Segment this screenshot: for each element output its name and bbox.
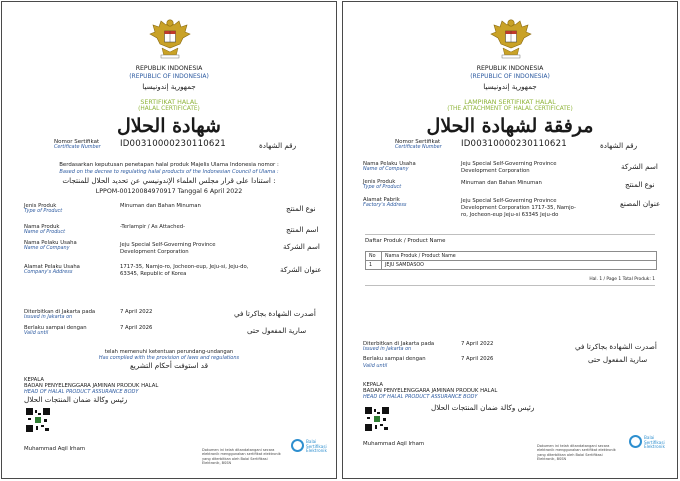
field-label-ar: عنوان المصنع [620,199,661,208]
valid-date: 7 April 2026 [120,325,153,331]
certificate-title: SERTIFIKAT HALAL [140,99,198,106]
cert-number-label: Nomor Sertifikat Certificate Number [395,139,442,151]
issued-date: 7 April 2022 [120,309,153,315]
cert-number-label: Nomor Sertifikat Certificate Number [54,139,101,151]
republic-title: REPUBLIK INDONESIA [476,65,544,72]
qr-code-icon [365,407,389,431]
field-label: Alamat Pelaku Usaha Company's Address [24,264,80,276]
product-list-title: Daftar Produk / Product Name [365,238,446,244]
table-row [366,261,657,270]
field-label: Jenis Produk Type of Product [24,203,63,215]
issued-label-ar: أصدرت الشهادة بجاكرتا في [234,309,316,318]
field-value: Minuman dan Bahan Minuman [461,180,542,186]
attachment-title-en: (THE ATTACHMENT OF HALAL CERTIFICATE) [447,106,573,112]
valid-label: Berlaku sampai dengan Valid until [24,325,87,337]
republic-title-en: (REPUBLIC OF INDONESIA) [129,73,209,80]
certificate-title-en: (HALAL CERTIFICATE) [138,106,200,112]
field-value: -Terlampir / As Attached- [120,224,186,230]
column-header: No [366,252,382,261]
republic-title-en: (REPUBLIC OF INDONESIA) [470,73,550,80]
agency-name-en: HEAD OF HALAL PRODUCT ASSURANCE BODY [24,389,139,395]
table-header-row [366,252,657,261]
cert-number-value: ID00310000230110621 [461,139,567,149]
attachment-title: LAMPIRAN SERTIFIKAT HALAL [464,99,556,106]
field-label: Nama Pelaku Usaha Name of Company [363,161,416,173]
halal-certificate-page [1,1,337,479]
field-label-ar: نوع المنتج [625,180,655,189]
valid-date: 7 April 2026 [461,356,494,362]
issued-label: Diterbitkan di Jakarta pada Issued in Jakarta on [24,309,96,321]
decree-number: LPPOM-00120084970917 Tanggal 6 April 2022 [95,188,243,195]
qr-code-icon [26,408,50,432]
valid-label-en: Valid until [363,363,388,369]
agency-name-en: HEAD OF HALAL PRODUCT ASSURANCE BODY [363,394,478,400]
e-signature-note: Dokumen ini telah ditandatangani secara elektronik menggunakan sertifikat elektronik yang diterbitkan oleh Balai Sertifikasi Elektronik, BSSN [202,448,281,466]
republic-title-ar: جمهورية إندونيسيا [142,82,196,91]
cert-number-value: ID00310000230110621 [120,139,226,149]
bsre-logo-icon [629,435,642,448]
bsre-logo-icon [291,439,304,452]
decree-text-en: Based on the decree to regulating halal products of the Indonesian Council of Ulama : [59,169,279,175]
field-value: Jeju Special Self-Governing Province Development Corporation 1717-35, Namjo-ro, Jocheon-eup Jeju-si 63345 Jeju-do [461,198,576,218]
product-table [365,251,657,270]
field-label: Nama Pelaku Usaha Name of Company [24,240,77,252]
agency-name-ar: رئيس وكالة ضمان المنتجات الحلال [24,395,128,404]
field-label-ar: عنوان الشركة [280,265,322,274]
bsre-logo-text: Balai Sertifikasi Elektronik [644,435,665,450]
attachment-title-ar: مرفقة لشهادة الحلال [426,115,594,137]
valid-label: Berlaku sampai dengan [363,356,426,362]
republic-title-ar: جمهورية إندونيسيا [483,82,537,91]
field-label: Jenis Produk Type of Product [363,179,402,191]
valid-label-ar: سارية المفعول حتى [247,326,307,335]
cert-number-label-ar: رقم الشهادة [259,141,297,150]
agency-kepala: KEPALA [363,382,383,388]
compliance-text-ar: قد استوفت أحكام التشريع [129,361,209,370]
issued-date: 7 April 2022 [461,341,494,347]
field-label: Alamat Pabrik Factory's Address [363,197,407,209]
cert-number-label-ar: رقم الشهادة [600,141,638,150]
compliance-text-en: Has complied with the provision of laws and regulations [98,355,240,361]
compliance-text: telah memenuhi ketentuan perundang-undangan [104,349,234,355]
decree-text: Berdasarkan keputusan penetapan halal produk Majelis Ulama Indonesia nomor : [59,162,279,168]
section-divider [365,234,655,235]
field-label: Nama Produk Name of Product [24,224,66,236]
field-label-ar: نوع المنتج [286,204,316,213]
issued-label: Diterbitkan di Jakarta pada Issued in Jakarta on [363,341,435,353]
section-divider [365,285,655,286]
bsre-logo-text: Balai Sertifikasi Elektronik [306,439,327,454]
page-info: Hal. 1 / Page 1 Total Produk: 1 [589,277,655,282]
republic-title: REPUBLIK INDONESIA [135,65,203,72]
table-cell: JEJU SAMDASOO [382,261,657,270]
agency-name: BADAN PENYELENGGARA JAMINAN PRODUK HALAL [363,388,498,394]
field-value: Minuman dan Bahan Minuman [120,203,201,209]
field-label-ar: اسم المنتج [286,225,319,234]
table-cell: 1 [366,261,382,270]
column-header: Nama Produk / Product Name [382,252,657,261]
certificate-title-ar: شهادة الحلال [117,115,221,137]
issued-label-ar: أصدرت الشهادة بجاكرتا في [575,342,657,351]
e-signature-note: Dokumen ini telah ditandatangani secara elektronik menggunakan sertifikat elektronik yang diterbitkan oleh Balai Sertifikasi Elektronik, BSSN [537,444,616,462]
garuda-emblem-icon [490,16,532,60]
halal-certificate-attachment-page [342,1,678,479]
field-label-ar: اسم الشركة [283,242,320,251]
garuda-emblem-icon [149,16,191,60]
field-value: Jeju Special Self-Governing Province Development Corporation [461,161,557,174]
field-label-ar: اسم الشركة [621,162,658,171]
decree-text-ar: استنادا على قرار مجلس العلماء الإندونيسي عن تحديد الحلال للمنتجات : [62,176,276,185]
agency-name: BADAN PENYELENGGARA JAMINAN PRODUK HALAL [24,383,159,389]
field-value: Jeju Special Self-Governing Province Development Corporation [120,242,216,255]
valid-label-ar: سارية المفعول حتى [588,355,648,364]
field-value: 1717-35, Namjo-ro, Jocheon-eup, Jeju-si, Jeju-do, 63345, Republic of Korea [120,264,249,277]
signatory-name: Muhammad Aqil Irham [363,441,425,447]
agency-name-ar: رئيس وكالة ضمان المنتجات الحلال [431,403,535,412]
signatory-name: Muhammad Aqil Irham [24,446,86,452]
agency-kepala: KEPALA [24,377,44,383]
